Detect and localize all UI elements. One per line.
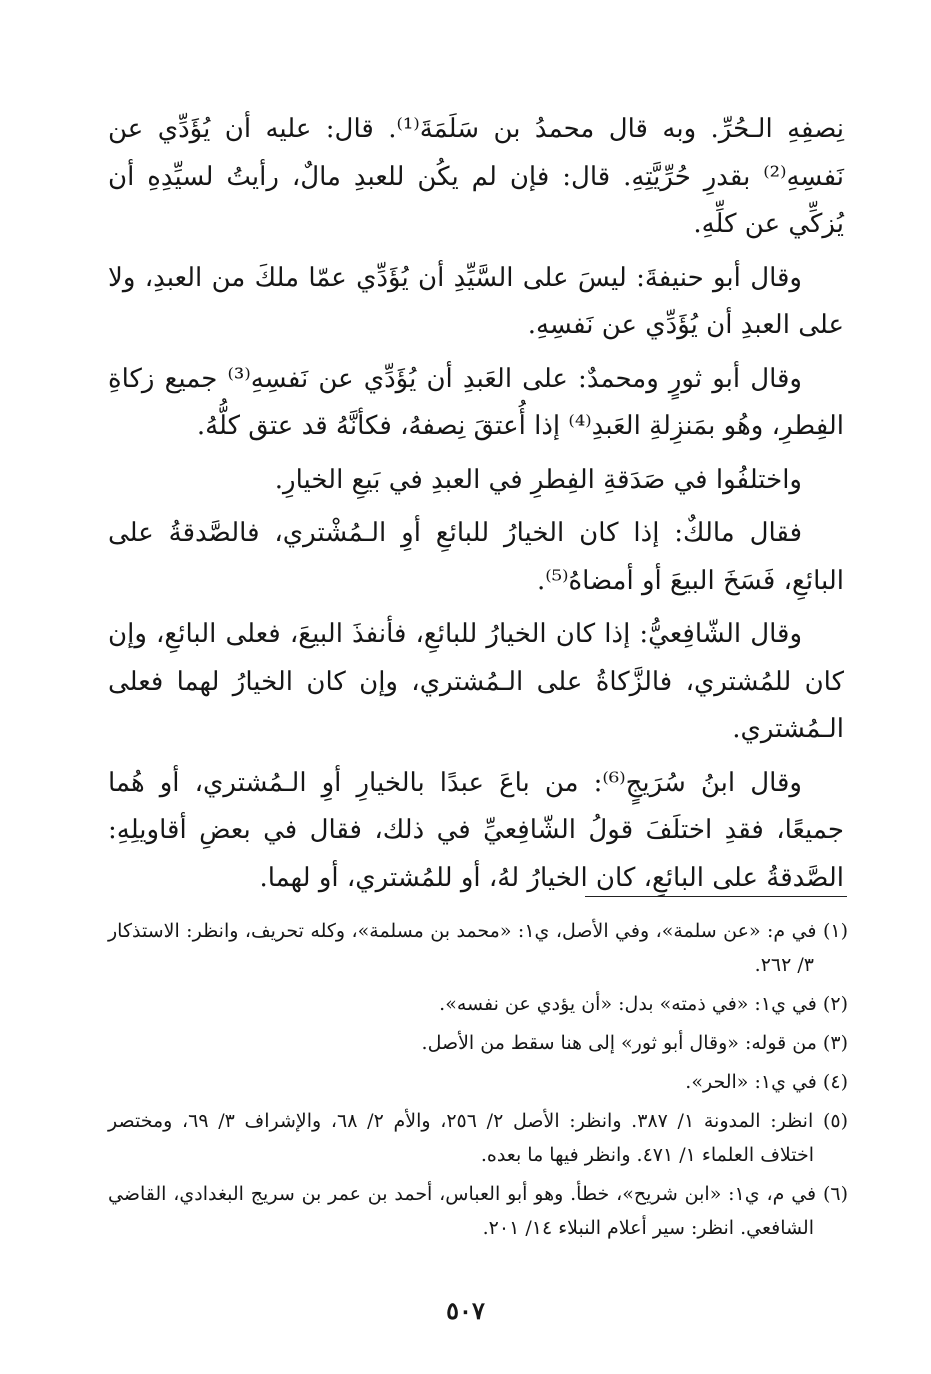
paragraph: فقال مالكٌ: إذا كان الخيارُ للبائعِ أوِ الـمُشْتري، فالصَّدقةُ على البائعِ، فَسَخَ البيعَ أو أمضاهُ⁽⁵⁾.: [108, 518, 844, 596]
footnote-separator: [585, 896, 847, 897]
footnote: (١) في م: «عن سلمة»، وفي الأصل، ي١: «محمد بن مسلمة»، وكله تحريف، وانظر: الاستذكار ٣/ ٢٦٢.: [108, 920, 848, 976]
footnote: (٦) في م، ي١: «ابن شريح»، خطأ. وهو أبو العباس، أحمد بن عمر بن سريج البغدادي، القاضي الشافعي. انظر: سير أعلام النبلاء ١٤/ ٢٠١.: [108, 1183, 848, 1239]
paragraph: نِصفِهِ الـحُرِّ. وبه قال محمدُ بن سَلَمَةَ⁽¹⁾. قال: عليه أن يُؤَدِّي عن نَفسِهِ⁽²⁾ بقدرِ حُرِّيَّتِهِ. قال: فإن لم يكُن للعبدِ مالٌ، رأيتُ لسيِّدِهِ أن يُزكِّي عن كلِّهِ.: [108, 114, 844, 239]
paragraph: وقال ابنُ سُرَيجٍ⁽⁶⁾: من باعَ عبدًا بالخيارِ أوِ الـمُشتري، أو هُما جميعًا، فقدِ اختلَفَ قولُ الشّافِعيِّ في ذلك، فقال في بعضِ أقاويلِهِ: الصَّدقةُ على البائعِ، كان الخيارُ لهُ، أو للمُشتري، أو لهما.: [108, 767, 844, 893]
footnotes: [108, 914, 848, 1250]
page-number: ٥٠٧: [446, 1296, 485, 1325]
paragraph: وقال أبو حنيفةَ: ليسَ على السَّيِّدِ أن يُؤَدِّي عمّا ملكَ من العبدِ، ولا على العبدِ أن يُؤَدِّي عن نَفسِهِ.: [108, 262, 844, 340]
paragraph: واختلفُوا في صَدَقةِ الفِطرِ في العبدِ في بَيعِ الخيارِ.: [274, 464, 802, 495]
footnote: (٥) انظر: المدونة ١/ ٣٨٧. وانظر: الأصل ٢/ ٢٥٦، والأم ٢/ ٦٨، والإشراف ٣/ ٦٩، ومختصر اختلاف العلماء ١/ ٤٧١. وانظر فيها ما بعده.: [108, 1110, 848, 1166]
footnote: (٤) في ي١: «الحر».: [685, 1071, 848, 1093]
paragraph: وقال الشّافِعيُّ: إذا كان الخيارُ للبائعِ، فأنفذَ البيعَ، فعلى البائعِ، وإن كان للمُشتري، فالزَّكاةُ على الـمُشتري، وإن كان الخيارُ لهما فعلى الـمُشتري.: [108, 619, 844, 744]
footnote: (٣) من قوله: «وقال أبو ثور» إلى هنا سقط من الأصل.: [421, 1032, 848, 1054]
paragraph: وقال أبو ثورٍ ومحمدٌ: على العَبدِ أن يُؤَدِّي عن نَفسِهِ⁽³⁾ جميع زكاةِ الفِطرِ، وهُو بمَنزِلةِ العَبدِ⁽⁴⁾ إذا أُعتقَ نِصفهُ، فكأنَّهُ قد عتق كلُّهُ.: [108, 363, 844, 441]
main-text: [108, 106, 844, 908]
footnote: (٢) في ي١: «في ذمته» بدل: «أن يؤدي عن نفسه».: [439, 993, 848, 1015]
